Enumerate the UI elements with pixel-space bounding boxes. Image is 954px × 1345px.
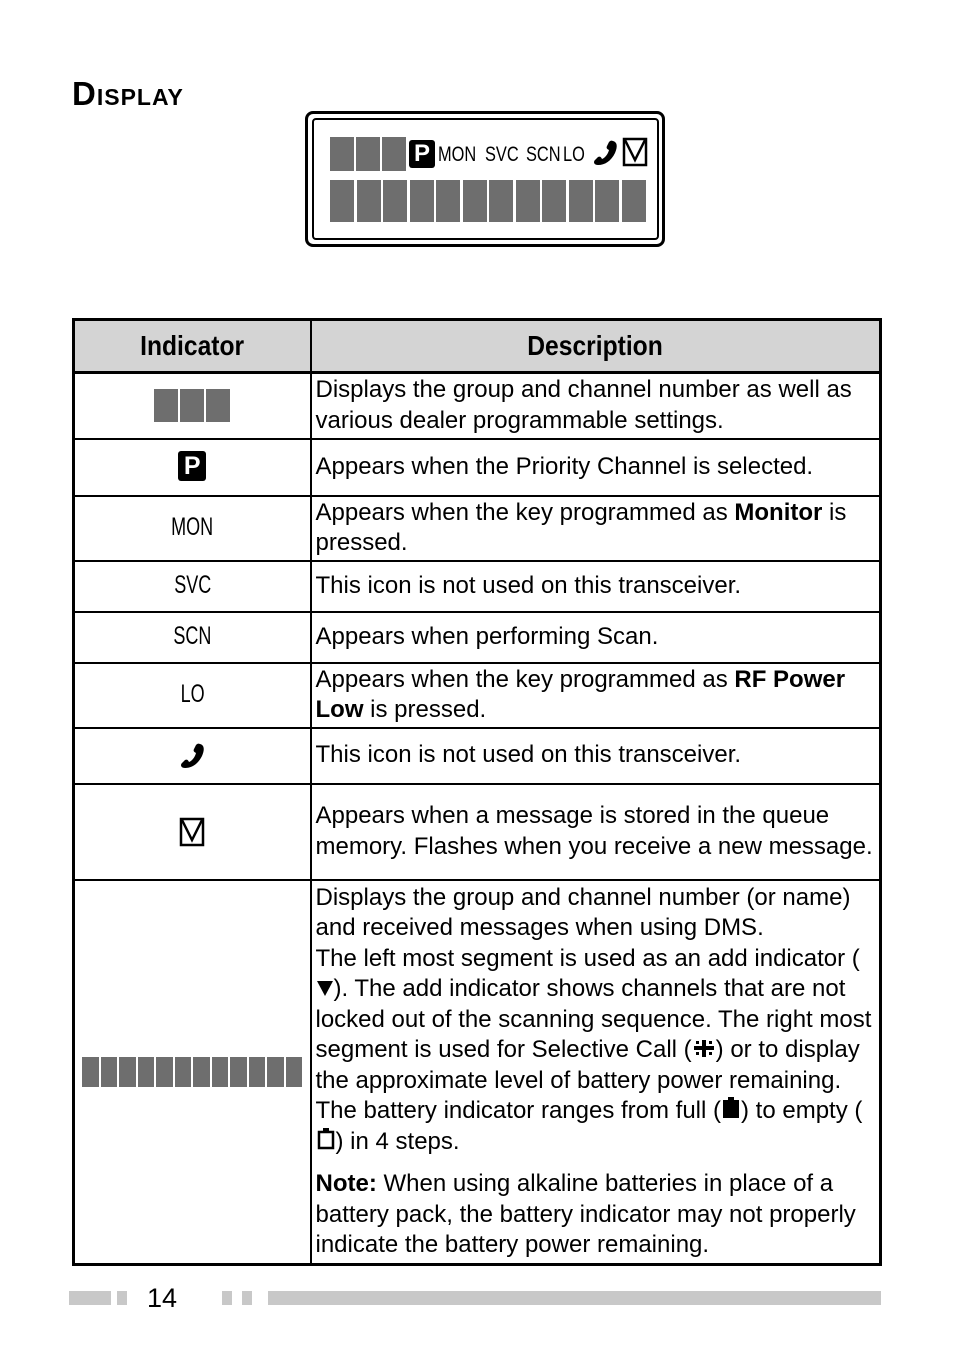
segment-block [175, 1057, 192, 1087]
indicator-cell [74, 880, 311, 1265]
segment-block [267, 1057, 284, 1087]
lcd-mon-indicator: MON [438, 143, 477, 166]
table-row [74, 612, 881, 663]
indicator-cell [74, 784, 311, 880]
dms-description-paragraph: Displays the group and channel number (or name) and received messages when using DMS. [315, 883, 851, 942]
lcd-top-segment [356, 137, 380, 171]
indicator-cell [74, 728, 311, 784]
message-envelope-icon [179, 816, 205, 848]
lcd-bottom-segment [410, 180, 434, 222]
segment-description-paragraph: The left most segment is used as an add indicator (). The add indicator shows channels that are not locked out of the scanning sequence. The right most segment is used for Selective Call ( ) or to display the approximate level of battery power remaining. The battery indicator ranges from full ( ) to empty () in 4 steps. [315, 944, 872, 1155]
page-title: Display [72, 75, 184, 112]
description-cell: Appears when the key programmed as RF Power Low is pressed. [311, 663, 881, 728]
footer-bar-mark [242, 1291, 252, 1305]
lcd-bottom-segment [569, 180, 593, 222]
lcd-bottom-segment [489, 180, 513, 222]
description-cell: Appears when the Priority Channel is selected. [311, 439, 881, 496]
battery-empty-icon [316, 1127, 336, 1151]
indicator-cell [74, 373, 311, 439]
indicator-cell [74, 561, 311, 612]
indicator-cell [74, 663, 311, 728]
lcd-bottom-segment [436, 180, 460, 222]
table-row [74, 439, 881, 496]
table-row [74, 728, 881, 784]
footer-bar-right [268, 1291, 881, 1305]
lcd-bottom-segment [383, 180, 407, 222]
description-cell: This icon is not used on this transceiver. [311, 728, 881, 784]
lcd-bottom-segment [463, 180, 487, 222]
add-indicator-triangle-icon [316, 978, 334, 998]
segment-block [212, 1057, 229, 1087]
segment-block [230, 1057, 247, 1087]
description-cell: Appears when performing Scan. [311, 612, 881, 663]
indicator-cell [74, 496, 311, 561]
lcd-scn-indicator: SCN [526, 143, 561, 166]
segment-block [286, 1057, 303, 1087]
lo-indicator-label: LO [180, 680, 205, 709]
mon-indicator-label: MON [171, 513, 214, 542]
svc-indicator-label: SVC [173, 571, 211, 600]
priority-p-icon: P [178, 451, 206, 481]
description-cell: Appears when a message is stored in the queue memory. Flashes when you receive a new message. [311, 784, 881, 880]
footer-bar-mark [222, 1291, 232, 1305]
page-number: 14 [147, 1283, 178, 1313]
segment-block [82, 1057, 99, 1087]
selective-call-icon [692, 1037, 716, 1059]
description-cell: Displays the group and channel number as well as various dealer programmable settings. [311, 373, 881, 439]
table-row [74, 561, 881, 612]
lcd-bottom-segment [542, 180, 566, 222]
segment-block [193, 1057, 210, 1087]
indicator-cell [74, 439, 311, 496]
table-row [74, 784, 881, 880]
description-cell: This icon is not used on this transceiver. [311, 561, 881, 612]
battery-full-icon [721, 1096, 741, 1120]
segment-block [138, 1057, 155, 1087]
segment-block [249, 1057, 266, 1087]
table-row [74, 496, 881, 561]
table-row [74, 663, 881, 728]
footer-bar-left [69, 1291, 111, 1305]
segment-block [101, 1057, 118, 1087]
description-column-header: Description [311, 320, 881, 373]
twelve-segment-block-icon [82, 1056, 302, 1087]
scn-indicator-label: SCN [173, 622, 212, 651]
three-segment-block-icon [153, 389, 231, 422]
segment-block [156, 1057, 173, 1087]
lcd-top-segment [330, 137, 354, 171]
table-header-row [74, 320, 881, 373]
lcd-message-envelope-icon [622, 136, 648, 168]
indicator-cell [74, 612, 311, 663]
lcd-priority-p-icon: P [409, 140, 435, 168]
footer-bar-left-small [117, 1291, 127, 1305]
lcd-bottom-segment [516, 180, 540, 222]
lcd-lo-indicator: LO [563, 143, 585, 166]
description-cell [311, 880, 881, 1265]
lcd-bottom-segment [622, 180, 646, 222]
lcd-bottom-segment [595, 180, 619, 222]
lcd-bottom-segment [330, 180, 354, 222]
telephone-handset-icon [178, 741, 206, 771]
lcd-top-segment [382, 137, 406, 171]
segment-block [119, 1057, 136, 1087]
lcd-bottom-segment [357, 180, 381, 222]
lcd-telephone-icon [591, 138, 619, 168]
battery-note: Note: When using alkaline batteries in place of a battery pack, the battery indicator may not properly indicate the battery power remaining. [315, 1170, 856, 1259]
description-cell: Appears when the key programmed as Monitor is pressed. [311, 496, 881, 561]
indicator-column-header: Indicator [74, 320, 311, 373]
lcd-svc-indicator: SVC [485, 143, 519, 166]
table-row [74, 880, 881, 1265]
table-row [74, 373, 881, 439]
indicator-table [72, 318, 882, 1266]
